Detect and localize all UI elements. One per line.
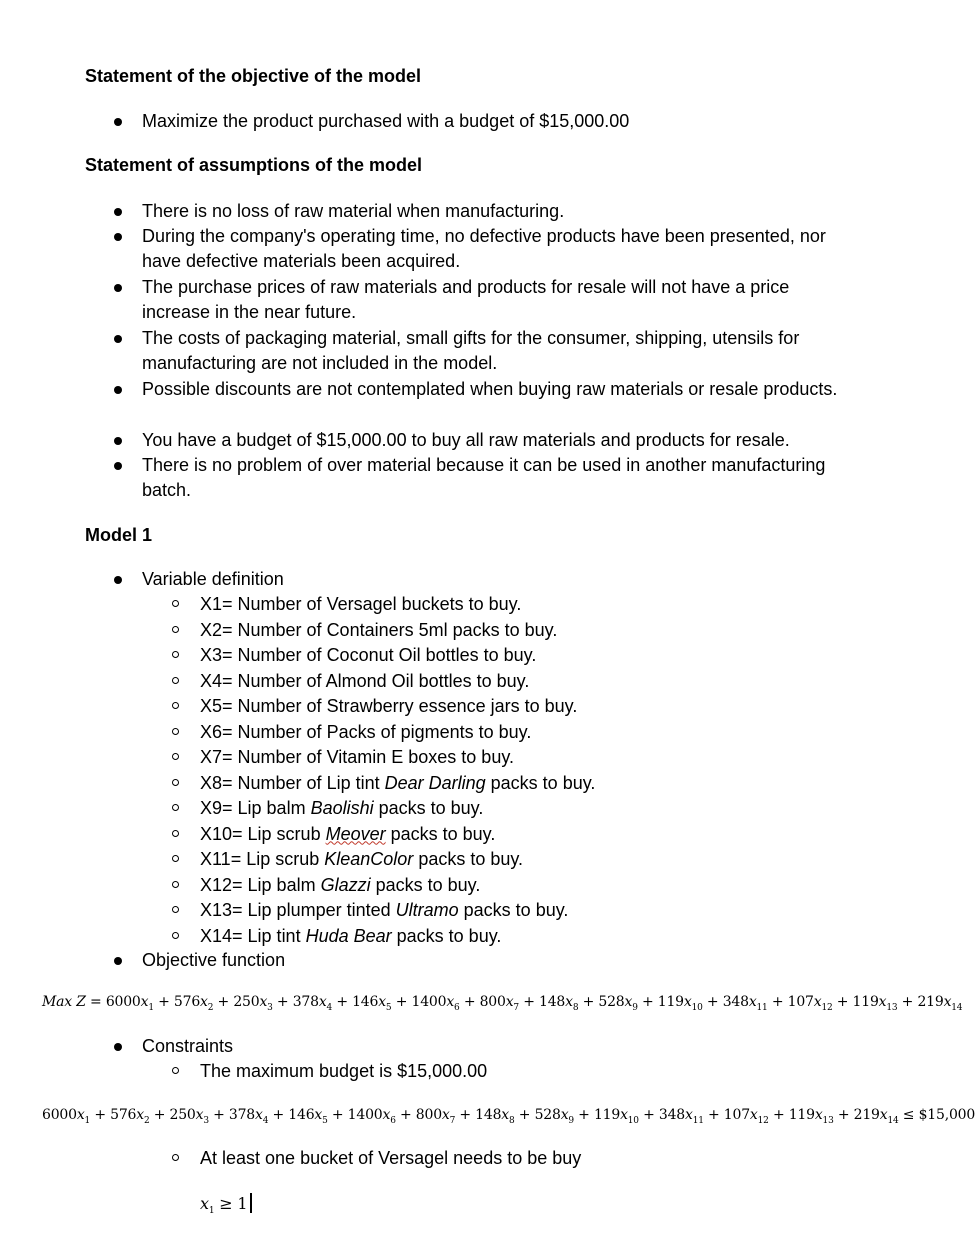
coefficient: 107 xyxy=(787,994,814,1010)
sub-bullet-icon xyxy=(172,830,179,837)
bullet-icon xyxy=(114,335,122,343)
variable-text xyxy=(200,669,529,694)
coefficient: 528 xyxy=(534,1107,561,1123)
variable-text-main: X1= Number of Versagel buckets to buy. xyxy=(200,594,522,614)
variable-text xyxy=(200,720,531,745)
coefficient: 6000 xyxy=(105,994,141,1010)
variable-text-main: X11= Lip scrub xyxy=(200,849,325,869)
brand-name: Meover xyxy=(325,823,386,844)
variable-text-main: X7= Number of Vitamin E boxes to buy. xyxy=(200,747,514,767)
variable-text-main: X14= Lip tint xyxy=(200,925,306,946)
versagel-constraint-rhs: ≥ 1 xyxy=(219,1194,248,1213)
variable-text-suffix: packs to buy. xyxy=(385,823,496,844)
constraints-label: Constraints xyxy=(142,1036,234,1056)
sub-bullet-icon xyxy=(172,626,179,633)
bullet-icon xyxy=(114,284,122,292)
coefficient: 119 xyxy=(852,994,879,1010)
variable-text xyxy=(200,643,536,668)
coefficient: 250 xyxy=(233,994,260,1010)
variable-text xyxy=(200,847,523,872)
sub-bullet-icon xyxy=(172,677,179,684)
variable-text-main: X3= Number of Coconut Oil bottles to buy. xyxy=(200,645,537,665)
equation-term: $348x_{11}$ xyxy=(722,994,768,1013)
assumption-text: During the company's operating time, no defective products have been presented, nor have defective materials been acquired. xyxy=(142,226,826,271)
sub-bullet-icon xyxy=(172,728,179,735)
brand-name: Huda Bear xyxy=(305,925,392,946)
coefficient: 146 xyxy=(288,1107,315,1123)
equation-term: $378x_4$ xyxy=(292,994,333,1013)
assumption-text: The costs of packaging material, small gifts for the consumer, shipping, utensils for manufacturing are not included in the model. xyxy=(142,328,800,373)
variable-text xyxy=(200,796,483,821)
variable-text xyxy=(200,694,577,719)
assumptions-heading: Statement of assumptions of the model xyxy=(85,155,423,175)
variable-text-main: X12= Lip balm xyxy=(200,874,321,895)
coefficient: 800 xyxy=(479,994,506,1010)
variable-text-suffix: packs to buy. xyxy=(370,874,481,895)
equation-term: $146x_5$ xyxy=(288,1107,328,1126)
text-cursor xyxy=(250,1193,252,1213)
coefficient: 119 xyxy=(657,994,684,1010)
assumption-text: The purchase prices of raw materials and products for resale will not have a price increase in the near future. xyxy=(142,277,790,322)
sub-bullet-icon xyxy=(172,906,179,913)
equation-term: $528x_9$ xyxy=(598,994,638,1013)
equation-term: $528x_9$ xyxy=(534,1107,574,1126)
coefficient: 148 xyxy=(538,994,566,1010)
coefficient: 119 xyxy=(593,1107,621,1123)
brand-name: Baolishi xyxy=(310,798,374,818)
equation-term: $800x_7$ xyxy=(479,994,519,1013)
bullet-icon xyxy=(114,576,122,584)
sub-bullet-icon xyxy=(172,600,179,607)
equation-term: $119x_{13}$ xyxy=(788,1107,834,1126)
coefficient: 219 xyxy=(853,1107,880,1123)
variable-text-main: X6= Number of Packs of pigments to buy. xyxy=(200,721,532,742)
equation-term: $219x_{14}$ xyxy=(917,994,963,1013)
coefficient: 146 xyxy=(352,994,379,1010)
bullet-icon xyxy=(114,1043,122,1051)
coefficient: 378 xyxy=(228,1107,256,1123)
equation-term: $219x_{14}$ xyxy=(853,1107,899,1126)
bullet-icon xyxy=(114,957,122,965)
variable-text-main: X9= Lip balm xyxy=(200,798,311,818)
equation-term: $119x_{10}$ xyxy=(593,1107,639,1126)
coefficient: 148 xyxy=(475,1107,502,1123)
bullet-icon xyxy=(114,233,122,241)
sub-bullet-icon xyxy=(172,651,179,658)
coefficient: 378 xyxy=(292,994,319,1010)
sub-bullet-icon xyxy=(172,1067,179,1074)
equation-term: $6000x_1$ xyxy=(42,1107,91,1126)
model-heading: Model 1 xyxy=(85,525,153,545)
equation-term: $148x_8$ xyxy=(538,994,579,1013)
variable-text-suffix: packs to buy. xyxy=(458,900,569,920)
assumption-text: Possible discounts are not contemplated when buying raw materials or resale products. xyxy=(142,379,838,399)
equation-term: $250x_3$ xyxy=(233,994,273,1013)
equation-term: $119x_{13}$ xyxy=(852,994,898,1013)
bullet-icon xyxy=(114,462,122,470)
variable-text-suffix: packs to buy. xyxy=(373,798,484,818)
variable-text xyxy=(200,592,521,617)
objective-equation: Max $Z = 6000x_1 + 576x_2 + 250x_3 + 378x_4 + 146x_5 + 1400x_6 + 800x_7 + 148x_8 + 528x_9 + 119x_{10} + 348x_{11} + 107x_{12} + 119x_{13} + 219x_{14}$ xyxy=(42,994,963,1013)
bullet-icon xyxy=(114,386,122,394)
equation-term: $576x_2$ xyxy=(110,1107,150,1126)
brand-name: Ultramo xyxy=(395,900,459,920)
versagel-constraint-equation[interactable]: $x_1 \ge 1$ xyxy=(200,1193,252,1216)
variable-text-main: X8= Number of Lip tint xyxy=(200,772,385,793)
variable-text xyxy=(200,898,568,923)
equation-term: $576x_2$ xyxy=(173,994,214,1013)
equation-term: $800x_7$ xyxy=(415,1107,456,1126)
sub-bullet-icon xyxy=(172,932,179,939)
assumption-text: There is no loss of raw material when manufacturing. xyxy=(142,201,565,221)
constraint-versagel-label: At least one bucket of Versagel needs to be buy xyxy=(200,1148,582,1168)
equation-term: $378x_4$ xyxy=(228,1107,269,1126)
variable-text xyxy=(200,924,501,949)
coefficient: 6000 xyxy=(42,1107,77,1123)
coefficient: 348 xyxy=(658,1107,685,1123)
variable-text-suffix: packs to buy. xyxy=(485,772,596,793)
variable-text-main: X5= Number of Strawberry essence jars to buy. xyxy=(200,696,578,716)
equation-term: $348x_{11}$ xyxy=(658,1107,704,1126)
bullet-icon xyxy=(114,437,122,445)
variable-text-main: X4= Number of Almond Oil bottles to buy. xyxy=(200,670,530,691)
coefficient: 576 xyxy=(173,994,201,1010)
sub-bullet-icon xyxy=(172,855,179,862)
budget-constraint-equation: $6000x_1 + 576x_2 + 250x_3 + 378x_4 + 146x_5 + 1400x_6 + 800x_7 + 148x_8 + 528x_9 + 119x_{10} + 348x_{11} + 107x_{12} + 119x_{13} + 219x_{14}$ ≤ $15,000 xyxy=(42,1107,975,1126)
sub-bullet-icon xyxy=(172,804,179,811)
brand-name: KleanColor xyxy=(324,849,414,869)
variable-definition-label: Variable definition xyxy=(142,569,284,589)
equation-term: $107x_{12}$ xyxy=(723,1107,769,1126)
variable-text xyxy=(200,873,480,898)
sub-bullet-icon xyxy=(172,881,179,888)
budget-rhs: ≤ $15,000 xyxy=(902,1107,975,1123)
coefficient: 119 xyxy=(788,1107,815,1123)
coefficient: 250 xyxy=(169,1107,196,1123)
variable-text xyxy=(200,771,595,796)
bullet-icon xyxy=(114,118,122,126)
coefficient: 348 xyxy=(722,994,749,1010)
equation-term: $1400x_6$ xyxy=(347,1107,396,1126)
constraint-budget-label: The maximum budget is $15,000.00 xyxy=(200,1061,488,1081)
variable-text xyxy=(200,745,514,770)
coefficient: 576 xyxy=(110,1107,137,1123)
equation-term: $250x_3$ xyxy=(169,1107,209,1126)
objective-heading: Statement of the objective of the model xyxy=(85,66,422,86)
assumption-text: You have a budget of $15,000.00 to buy all raw materials and products for resale. xyxy=(142,430,790,450)
equation-term: $146x_5$ xyxy=(352,994,392,1013)
equation-term: $119x_{10}$ xyxy=(657,994,703,1013)
objective-function-label: Objective function xyxy=(142,950,286,970)
brand-name: Glazzi xyxy=(320,874,371,895)
sub-bullet-icon xyxy=(172,702,179,709)
coefficient: 528 xyxy=(598,994,625,1010)
coefficient: 219 xyxy=(917,994,944,1010)
coefficient: 1400 xyxy=(411,994,447,1010)
sub-bullet-icon xyxy=(172,753,179,760)
variable-text xyxy=(200,618,557,643)
variable-text-suffix: packs to buy. xyxy=(413,849,524,869)
equation-term: $6000x_1$ xyxy=(105,994,154,1013)
objective-item-text: Maximize the product purchased with a budget of $15,000.00 xyxy=(142,111,630,131)
equation-term: $107x_{12}$ xyxy=(787,994,833,1013)
sub-bullet-icon xyxy=(172,779,179,786)
bullet-icon xyxy=(114,208,122,216)
variable-text-suffix: packs to buy. xyxy=(391,925,502,946)
sub-bullet-icon xyxy=(172,1154,179,1161)
objective-lhs: Max Z = xyxy=(42,994,102,1010)
equation-term: $148x_8$ xyxy=(475,1107,515,1126)
coefficient: 800 xyxy=(415,1107,442,1123)
brand-name: Dear Darling xyxy=(384,772,486,793)
variable-text-main: X10= Lip scrub xyxy=(200,823,326,844)
coefficient: 1400 xyxy=(347,1107,383,1123)
variable-text xyxy=(200,822,495,847)
coefficient: 107 xyxy=(723,1107,750,1123)
variable-text-main: X2= Number of Containers 5ml packs to buy. xyxy=(200,619,558,640)
equation-term: $1400x_6$ xyxy=(411,994,460,1013)
assumption-text: There is no problem of over material because it can be used in another manufacturing batch. xyxy=(142,455,826,500)
variable-text-main: X13= Lip plumper tinted xyxy=(200,900,396,920)
